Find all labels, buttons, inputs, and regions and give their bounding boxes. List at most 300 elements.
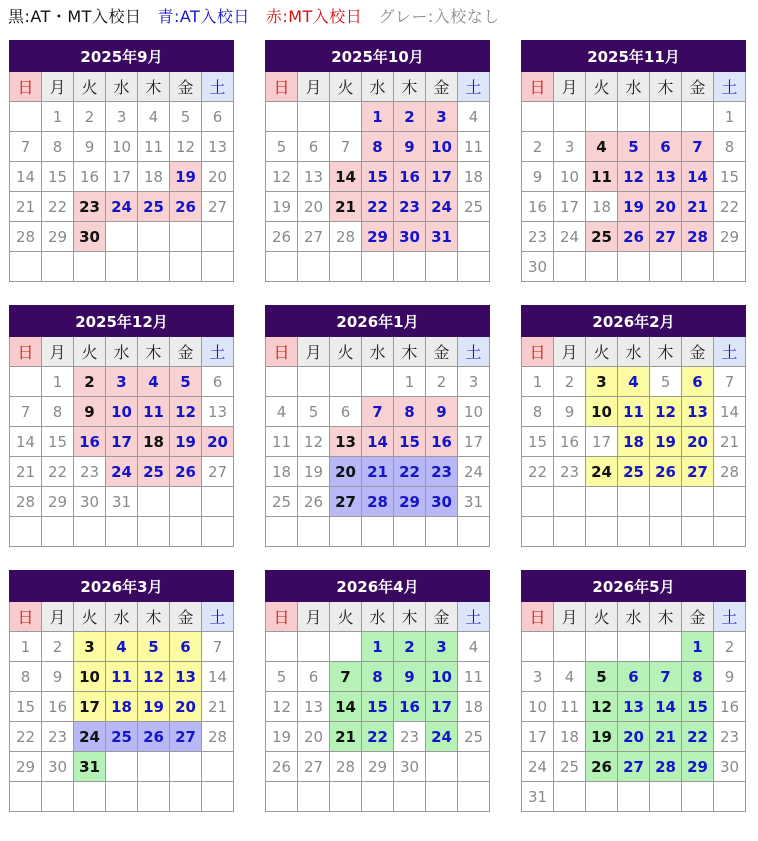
empty-day-cell	[426, 752, 458, 782]
day-cell: 26	[266, 222, 298, 252]
day-cell: 20	[682, 427, 714, 457]
day-cell: 20	[330, 457, 362, 487]
day-cell: 6	[618, 662, 650, 692]
day-cell: 9	[42, 662, 74, 692]
month-calendar	[9, 40, 234, 282]
empty-day-cell	[298, 517, 330, 547]
day-cell: 16	[394, 162, 426, 192]
day-cell: 16	[42, 692, 74, 722]
week-row	[522, 692, 746, 722]
month-title: 2025年11月	[522, 41, 746, 72]
weekday-header: 月	[298, 602, 330, 632]
empty-day-cell	[202, 222, 234, 252]
week-row	[10, 722, 234, 752]
day-cell: 19	[170, 162, 202, 192]
week-row	[10, 752, 234, 782]
day-cell: 20	[298, 722, 330, 752]
empty-day-cell	[138, 222, 170, 252]
weekday-header: 木	[138, 337, 170, 367]
day-cell: 27	[202, 457, 234, 487]
day-cell: 5	[170, 367, 202, 397]
empty-day-cell	[586, 782, 618, 812]
week-row	[266, 162, 490, 192]
empty-day-cell	[714, 782, 746, 812]
empty-day-cell	[42, 782, 74, 812]
day-cell: 1	[682, 632, 714, 662]
empty-day-cell	[586, 487, 618, 517]
week-row	[266, 722, 490, 752]
day-cell: 8	[714, 132, 746, 162]
day-cell: 13	[298, 162, 330, 192]
day-cell: 11	[138, 397, 170, 427]
day-cell: 25	[458, 722, 490, 752]
weekday-header: 土	[714, 602, 746, 632]
empty-day-cell	[554, 102, 586, 132]
day-cell: 13	[202, 132, 234, 162]
day-cell: 21	[330, 722, 362, 752]
day-cell: 13	[330, 427, 362, 457]
day-cell: 7	[10, 132, 42, 162]
day-cell: 24	[426, 722, 458, 752]
day-cell: 5	[298, 397, 330, 427]
day-cell: 5	[618, 132, 650, 162]
week-row	[266, 457, 490, 487]
day-cell: 9	[394, 132, 426, 162]
day-cell: 4	[106, 632, 138, 662]
day-cell: 21	[330, 192, 362, 222]
week-row	[10, 427, 234, 457]
month-title: 2025年10月	[266, 41, 490, 72]
calendar-table	[9, 305, 234, 547]
day-cell: 24	[74, 722, 106, 752]
empty-day-cell	[10, 367, 42, 397]
day-cell: 12	[170, 132, 202, 162]
day-cell: 2	[522, 132, 554, 162]
day-cell: 19	[138, 692, 170, 722]
day-cell: 18	[554, 722, 586, 752]
day-cell: 16	[554, 427, 586, 457]
day-cell: 8	[682, 662, 714, 692]
day-cell: 27	[650, 222, 682, 252]
day-cell: 23	[554, 457, 586, 487]
weekday-header: 火	[330, 72, 362, 102]
weekday-header: 日	[10, 72, 42, 102]
day-cell: 18	[458, 692, 490, 722]
day-cell: 10	[106, 132, 138, 162]
day-cell: 7	[650, 662, 682, 692]
empty-day-cell	[554, 632, 586, 662]
day-cell: 20	[618, 722, 650, 752]
day-cell: 30	[42, 752, 74, 782]
day-cell: 12	[266, 162, 298, 192]
day-cell: 28	[362, 487, 394, 517]
empty-day-cell	[266, 367, 298, 397]
day-cell: 28	[650, 752, 682, 782]
weekday-header: 木	[394, 72, 426, 102]
day-cell: 27	[618, 752, 650, 782]
day-cell: 2	[554, 367, 586, 397]
weekday-header: 火	[330, 337, 362, 367]
empty-day-cell	[10, 102, 42, 132]
week-row	[522, 252, 746, 282]
day-cell: 29	[42, 222, 74, 252]
week-row	[522, 397, 746, 427]
empty-day-cell	[714, 252, 746, 282]
empty-day-cell	[170, 222, 202, 252]
weekday-header: 水	[106, 72, 138, 102]
day-cell: 5	[266, 662, 298, 692]
week-row	[10, 457, 234, 487]
week-row	[266, 427, 490, 457]
week-row	[10, 692, 234, 722]
day-cell: 25	[618, 457, 650, 487]
day-cell: 10	[426, 662, 458, 692]
day-cell: 4	[138, 102, 170, 132]
day-cell: 18	[458, 162, 490, 192]
day-cell: 16	[522, 192, 554, 222]
day-cell: 9	[522, 162, 554, 192]
day-cell: 6	[202, 367, 234, 397]
day-cell: 30	[522, 252, 554, 282]
day-cell: 22	[42, 192, 74, 222]
day-cell: 25	[138, 457, 170, 487]
empty-day-cell	[458, 222, 490, 252]
empty-day-cell	[170, 252, 202, 282]
day-cell: 21	[650, 722, 682, 752]
day-cell: 18	[618, 427, 650, 457]
day-cell: 27	[170, 722, 202, 752]
day-cell: 24	[426, 192, 458, 222]
day-cell: 23	[714, 722, 746, 752]
week-row	[522, 427, 746, 457]
weekday-header: 木	[650, 337, 682, 367]
week-row	[266, 367, 490, 397]
day-cell: 22	[362, 192, 394, 222]
weekday-header: 水	[106, 337, 138, 367]
day-cell: 30	[426, 487, 458, 517]
month-calendar	[521, 40, 746, 282]
day-cell: 17	[426, 162, 458, 192]
week-row	[10, 632, 234, 662]
weekday-header: 水	[618, 337, 650, 367]
week-row	[522, 132, 746, 162]
weekday-header: 日	[522, 337, 554, 367]
day-cell: 22	[10, 722, 42, 752]
empty-day-cell	[362, 517, 394, 547]
day-cell: 8	[362, 662, 394, 692]
day-cell: 17	[554, 192, 586, 222]
day-cell: 20	[202, 162, 234, 192]
weekday-header: 火	[586, 72, 618, 102]
week-row	[266, 487, 490, 517]
day-cell: 29	[714, 222, 746, 252]
weekday-header: 土	[202, 337, 234, 367]
empty-day-cell	[554, 252, 586, 282]
day-cell: 3	[586, 367, 618, 397]
week-row	[522, 752, 746, 782]
day-cell: 16	[74, 162, 106, 192]
weekday-header: 月	[554, 72, 586, 102]
weekday-header: 金	[682, 602, 714, 632]
day-cell: 23	[394, 192, 426, 222]
day-cell: 24	[458, 457, 490, 487]
empty-day-cell	[426, 252, 458, 282]
week-row	[522, 662, 746, 692]
week-row	[266, 192, 490, 222]
empty-day-cell	[618, 517, 650, 547]
week-row	[522, 782, 746, 812]
day-cell: 4	[586, 132, 618, 162]
day-cell: 16	[74, 427, 106, 457]
week-row	[266, 752, 490, 782]
day-cell: 24	[106, 192, 138, 222]
empty-day-cell	[682, 782, 714, 812]
day-cell: 20	[170, 692, 202, 722]
week-row	[266, 102, 490, 132]
calendar-table	[521, 305, 746, 547]
week-row	[266, 782, 490, 812]
day-cell: 2	[74, 367, 106, 397]
empty-day-cell	[138, 752, 170, 782]
weekday-header: 金	[170, 72, 202, 102]
empty-day-cell	[650, 102, 682, 132]
empty-day-cell	[330, 252, 362, 282]
empty-day-cell	[74, 782, 106, 812]
weekday-header: 月	[42, 72, 74, 102]
day-cell: 30	[394, 222, 426, 252]
month-calendar	[265, 40, 490, 282]
day-cell: 25	[138, 192, 170, 222]
day-cell: 6	[170, 632, 202, 662]
week-row	[522, 457, 746, 487]
day-cell: 30	[394, 752, 426, 782]
day-cell: 15	[394, 427, 426, 457]
day-cell: 15	[42, 427, 74, 457]
day-cell: 26	[650, 457, 682, 487]
empty-day-cell	[522, 517, 554, 547]
day-cell: 6	[682, 367, 714, 397]
week-row	[10, 222, 234, 252]
weekday-header: 火	[586, 337, 618, 367]
day-cell: 19	[586, 722, 618, 752]
day-cell: 17	[426, 692, 458, 722]
week-row	[10, 192, 234, 222]
day-cell: 7	[362, 397, 394, 427]
empty-day-cell	[330, 102, 362, 132]
month-calendar	[9, 570, 234, 812]
empty-day-cell	[202, 782, 234, 812]
day-cell: 23	[522, 222, 554, 252]
empty-day-cell	[266, 102, 298, 132]
week-row	[10, 782, 234, 812]
empty-day-cell	[650, 632, 682, 662]
empty-day-cell	[170, 487, 202, 517]
day-cell: 28	[330, 222, 362, 252]
empty-day-cell	[394, 782, 426, 812]
month-calendar	[521, 305, 746, 547]
day-cell: 20	[298, 192, 330, 222]
day-cell: 9	[714, 662, 746, 692]
day-cell: 5	[650, 367, 682, 397]
weekday-header: 木	[394, 337, 426, 367]
week-row	[522, 722, 746, 752]
day-cell: 12	[298, 427, 330, 457]
day-cell: 29	[682, 752, 714, 782]
day-cell: 29	[42, 487, 74, 517]
week-row	[522, 367, 746, 397]
weekday-header: 木	[650, 72, 682, 102]
day-cell: 8	[522, 397, 554, 427]
month-title: 2025年12月	[10, 306, 234, 337]
day-cell: 5	[586, 662, 618, 692]
day-cell: 3	[106, 102, 138, 132]
weekday-header: 水	[362, 337, 394, 367]
day-cell: 28	[10, 222, 42, 252]
calendar-table	[9, 40, 234, 282]
month-calendar	[265, 570, 490, 812]
weekday-header: 木	[138, 602, 170, 632]
empty-day-cell	[330, 782, 362, 812]
day-cell: 14	[202, 662, 234, 692]
weekday-header: 日	[522, 602, 554, 632]
empty-day-cell	[394, 252, 426, 282]
day-cell: 26	[266, 752, 298, 782]
weekday-header: 水	[618, 72, 650, 102]
weekday-header: 火	[74, 72, 106, 102]
empty-day-cell	[106, 752, 138, 782]
weekday-header: 木	[394, 602, 426, 632]
empty-day-cell	[522, 487, 554, 517]
month-title: 2026年2月	[522, 306, 746, 337]
empty-day-cell	[10, 782, 42, 812]
empty-day-cell	[554, 487, 586, 517]
week-row	[266, 222, 490, 252]
day-cell: 22	[522, 457, 554, 487]
empty-day-cell	[202, 252, 234, 282]
weekday-header: 水	[362, 72, 394, 102]
legend-red: 赤:MT入校日	[265, 7, 363, 26]
day-cell: 6	[330, 397, 362, 427]
day-cell: 23	[74, 192, 106, 222]
weekday-header: 火	[74, 602, 106, 632]
day-cell: 19	[650, 427, 682, 457]
day-cell: 7	[10, 397, 42, 427]
week-row	[266, 517, 490, 547]
calendar-table	[265, 305, 490, 547]
day-cell: 23	[74, 457, 106, 487]
day-cell: 19	[266, 722, 298, 752]
calendar-table	[521, 40, 746, 282]
day-cell: 9	[426, 397, 458, 427]
empty-day-cell	[362, 782, 394, 812]
empty-day-cell	[458, 752, 490, 782]
day-cell: 4	[138, 367, 170, 397]
calendar-table	[265, 570, 490, 812]
day-cell: 27	[298, 222, 330, 252]
empty-day-cell	[714, 517, 746, 547]
day-cell: 12	[586, 692, 618, 722]
day-cell: 7	[682, 132, 714, 162]
week-row	[266, 252, 490, 282]
day-cell: 30	[714, 752, 746, 782]
day-cell: 28	[330, 752, 362, 782]
day-cell: 13	[170, 662, 202, 692]
day-cell: 5	[170, 102, 202, 132]
empty-day-cell	[106, 252, 138, 282]
day-cell: 11	[458, 132, 490, 162]
empty-day-cell	[138, 782, 170, 812]
day-cell: 5	[138, 632, 170, 662]
empty-day-cell	[170, 782, 202, 812]
empty-day-cell	[618, 102, 650, 132]
week-row	[266, 397, 490, 427]
day-cell: 8	[362, 132, 394, 162]
day-cell: 25	[266, 487, 298, 517]
day-cell: 1	[522, 367, 554, 397]
empty-day-cell	[618, 632, 650, 662]
empty-day-cell	[202, 517, 234, 547]
day-cell: 18	[586, 192, 618, 222]
day-cell: 4	[618, 367, 650, 397]
day-cell: 22	[394, 457, 426, 487]
day-cell: 12	[138, 662, 170, 692]
empty-day-cell	[522, 102, 554, 132]
weekday-header: 水	[106, 602, 138, 632]
empty-day-cell	[650, 487, 682, 517]
empty-day-cell	[682, 487, 714, 517]
day-cell: 14	[10, 427, 42, 457]
empty-day-cell	[298, 252, 330, 282]
week-row	[266, 632, 490, 662]
day-cell: 15	[682, 692, 714, 722]
weekday-header: 金	[426, 602, 458, 632]
weekday-header: 日	[522, 72, 554, 102]
day-cell: 6	[202, 102, 234, 132]
empty-day-cell	[138, 517, 170, 547]
day-cell: 18	[266, 457, 298, 487]
day-cell: 10	[74, 662, 106, 692]
day-cell: 2	[74, 102, 106, 132]
day-cell: 29	[394, 487, 426, 517]
weekday-header: 金	[170, 602, 202, 632]
weekday-header: 金	[426, 337, 458, 367]
day-cell: 4	[554, 662, 586, 692]
day-cell: 23	[42, 722, 74, 752]
day-cell: 5	[266, 132, 298, 162]
day-cell: 25	[586, 222, 618, 252]
day-cell: 23	[426, 457, 458, 487]
day-cell: 6	[650, 132, 682, 162]
empty-day-cell	[266, 252, 298, 282]
day-cell: 2	[714, 632, 746, 662]
day-cell: 19	[298, 457, 330, 487]
empty-day-cell	[138, 252, 170, 282]
day-cell: 17	[586, 427, 618, 457]
day-cell: 10	[426, 132, 458, 162]
weekday-header: 土	[458, 602, 490, 632]
calendar-table	[9, 570, 234, 812]
day-cell: 13	[618, 692, 650, 722]
day-cell: 19	[618, 192, 650, 222]
day-cell: 7	[202, 632, 234, 662]
legend-gray: グレー:入校なし	[378, 7, 500, 26]
week-row	[522, 192, 746, 222]
weekday-header: 月	[42, 337, 74, 367]
day-cell: 18	[138, 162, 170, 192]
day-cell: 8	[394, 397, 426, 427]
week-row	[10, 487, 234, 517]
day-cell: 26	[586, 752, 618, 782]
